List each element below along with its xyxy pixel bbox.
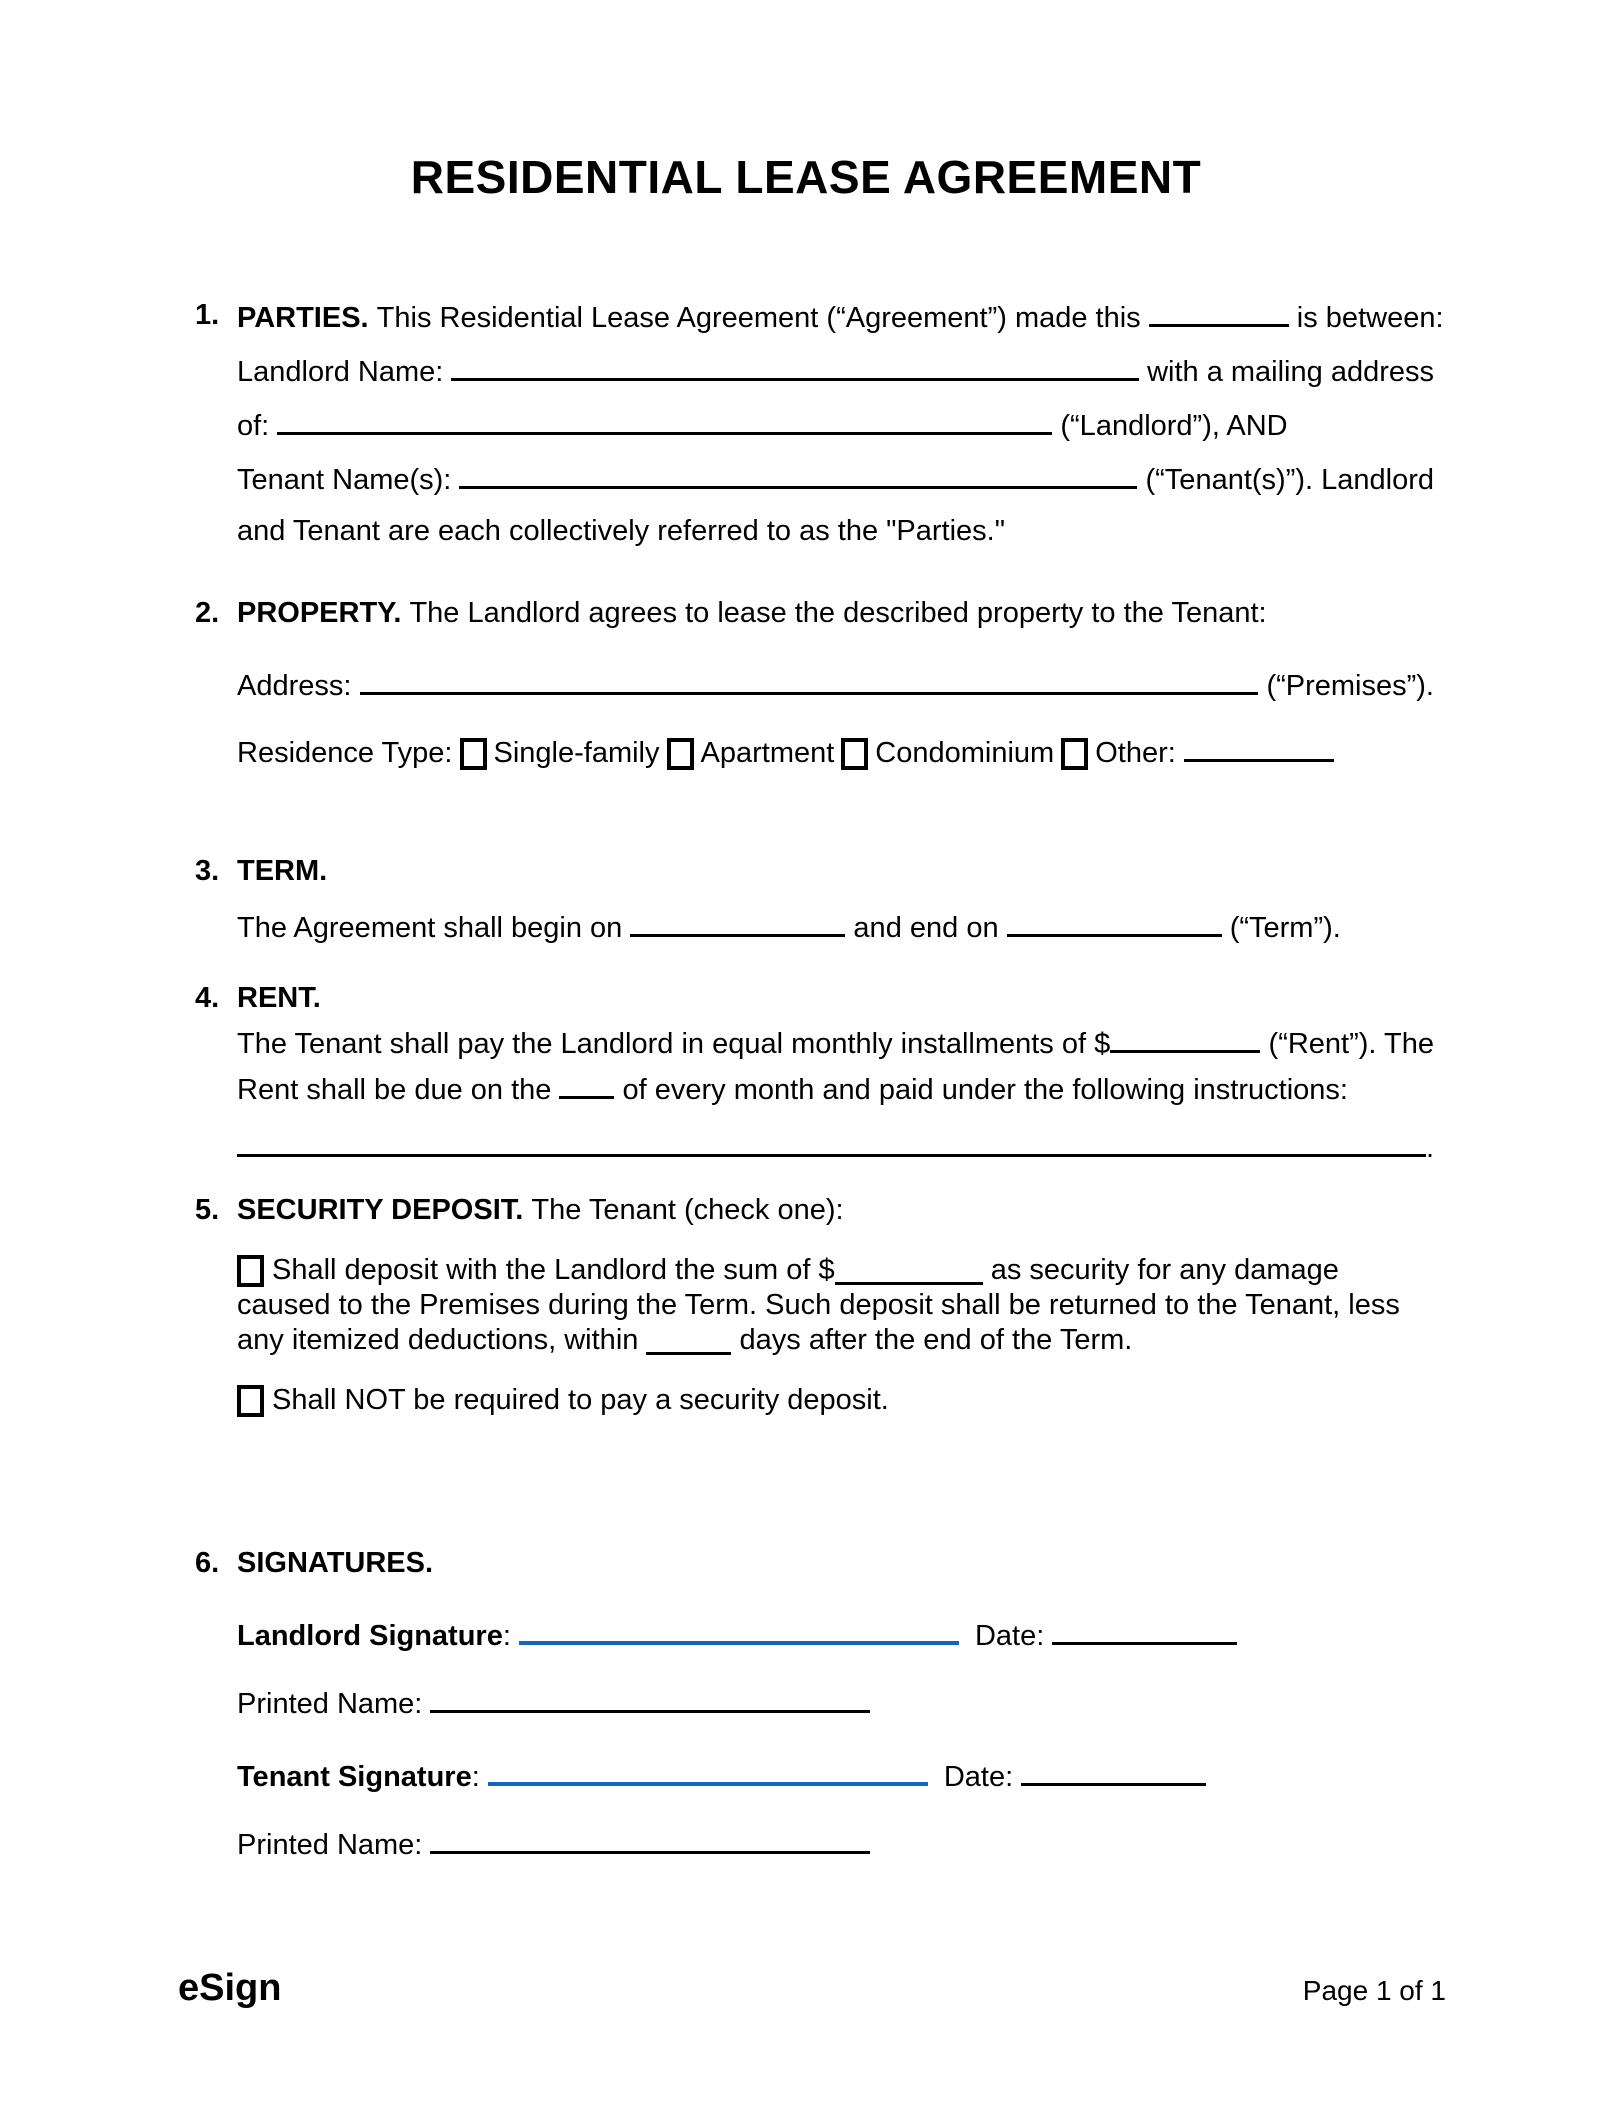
landlord-signature-line [237,1611,1434,1653]
section-property-number: 2. [195,597,220,629]
landlord-printed-name-label: Printed Name: [237,1688,431,1720]
tenant-names-line [237,460,1434,497]
term-end-date-blank[interactable] [1007,908,1222,937]
term-mid-text: and end on [845,912,1007,944]
section-rent [178,981,1434,1165]
section-rent-number: 4. [195,982,220,1014]
section-rent-heading: RENT. [237,982,321,1014]
landlord-signature-field[interactable] [519,1611,959,1645]
esign-logo: eSign [178,1967,282,2009]
property-intro-text: The Landlord agrees to lease the described property to the Tenant: [409,597,1267,629]
section-security-number: 5. [195,1194,220,1226]
section-security-heading: SECURITY DEPOSIT. [237,1194,532,1226]
section-parties-heading: PARTIES. [237,302,377,334]
tenant-signature-colon: : [471,1761,488,1793]
security-intro-text: The Tenant (check one): [531,1194,844,1226]
property-heading-line [237,596,1434,630]
parties-intro-tail: is between: [1288,302,1444,334]
page-footer [178,1967,1446,2009]
option-single-family-label: Single-family [493,737,660,769]
landlord-address-tail: (“Landlord”), AND [1052,410,1288,442]
landlord-name-label: Landlord Name: [237,356,452,388]
section-property [178,596,1434,800]
option-apartment-label: Apartment [700,737,835,769]
other-residence-blank[interactable] [1184,733,1334,762]
parties-intro-line [237,298,1444,335]
parties-closing-line [237,514,1434,548]
checkbox-single-family[interactable] [460,738,487,770]
term-begin-text: The Agreement shall begin on [237,912,631,944]
landlord-signature-colon: : [502,1620,519,1652]
landlord-name-blank[interactable] [451,352,1139,381]
rent-due-day-blank[interactable] [559,1070,614,1099]
rent-amount-blank[interactable] [1110,1024,1260,1053]
section-property-heading: PROPERTY. [237,597,410,629]
landlord-name-line [237,352,1434,389]
tenant-signature-label: Tenant Signature [237,1761,472,1793]
term-start-date-blank[interactable] [630,908,845,937]
section-parties [178,298,1444,548]
deposit-option-text-tail: days after the end of the Term. [731,1324,1133,1356]
residence-type-label: Residence Type: [237,737,453,769]
rent-due-text: Rent shall be due on the [237,1074,560,1106]
landlord-printed-name-line [237,1684,1434,1721]
landlord-signature-label: Landlord Signature [237,1620,503,1652]
property-address-label: Address: [237,670,360,702]
no-deposit-option-paragraph [237,1383,1434,1418]
security-heading-line [237,1193,1434,1227]
tenant-printed-name-label: Printed Name: [237,1829,431,1861]
instructions-period: . [1425,1132,1434,1164]
tenant-names-tail: (“Tenant(s)”). Landlord [1137,464,1434,496]
rent-amount-tail: (“Rent”). The [1260,1028,1434,1060]
tenant-date-blank[interactable] [1021,1757,1206,1786]
deposit-option-paragraph [237,1253,1434,1358]
term-dates-line [237,908,1434,945]
tenant-signature-field[interactable] [488,1752,928,1786]
checkbox-condominium[interactable] [841,738,868,770]
rent-due-tail: of every month and paid under the following instructions: [614,1074,1348,1106]
rent-amount-text: The Tenant shall pay the Landlord in equal monthly installments of $ [237,1028,1111,1060]
parties-intro-text: This Residential Lease Agreement (“Agreement”) made this [376,302,1149,334]
tenant-names-blank[interactable] [459,460,1137,489]
rent-due-line [237,1070,1434,1107]
property-address-tail: (“Premises”). [1258,670,1434,702]
landlord-address-blank[interactable] [277,406,1052,435]
tenant-names-label: Tenant Name(s): [237,464,460,496]
property-address-blank[interactable] [360,666,1259,695]
signatures-heading-line [237,1546,1434,1580]
section-term-heading: TERM. [237,855,328,887]
landlord-address-label: of: [237,410,278,442]
landlord-printed-name-blank[interactable] [430,1684,870,1713]
landlord-date-label: Date: [974,1620,1053,1652]
section-security-deposit [178,1193,1434,1418]
tenant-printed-name-line [237,1825,1434,1862]
section-term-number: 3. [195,855,220,887]
section-term [178,854,1434,945]
rent-heading-line [237,981,1434,1015]
document-title: RESIDENTIAL LEASE AGREEMENT [410,151,1202,203]
deposit-option-text-before: Shall deposit with the Landlord the sum of $ [272,1254,835,1286]
landlord-address-line [237,406,1434,443]
page-indicator: Page 1 of 1 [1302,1975,1446,2006]
section-signatures-number: 6. [195,1547,220,1579]
option-other-label: Other: [1095,737,1184,769]
section-signatures [178,1546,1434,1893]
checkbox-no-deposit[interactable] [237,1385,264,1417]
no-deposit-option-text: Shall NOT be required to pay a security deposit. [272,1384,889,1416]
tenant-date-label: Date: [943,1761,1022,1793]
deposit-option-text-mid: as security for any damage caused to the Premises during the Term. Such deposit shall be returned to the Tenant, less any itemized deductions, within [237,1254,1400,1356]
tenant-signature-line [237,1752,1434,1794]
tenant-printed-name-blank[interactable] [430,1825,870,1854]
checkbox-shall-deposit[interactable] [237,1255,264,1287]
checkbox-apartment[interactable] [667,738,694,770]
payment-instructions-line [237,1128,1434,1165]
checkbox-other[interactable] [1061,738,1088,770]
option-condominium-label: Condominium [875,737,1055,769]
agreement-date-blank[interactable] [1149,298,1289,327]
deposit-return-days-blank[interactable] [646,1326,731,1355]
landlord-name-tail: with a mailing address [1139,356,1434,388]
term-tail-text: (“Term”). [1221,912,1341,944]
deposit-amount-blank[interactable] [835,1256,983,1285]
residence-type-line [237,733,1434,770]
payment-instructions-blank[interactable] [237,1128,1426,1157]
term-heading-line [237,854,1434,888]
section-signatures-heading: SIGNATURES. [237,1547,434,1579]
section-parties-number: 1. [195,299,220,331]
property-address-line [237,666,1434,703]
rent-amount-line [237,1024,1434,1061]
parties-closing-text: and Tenant are each collectively referred to as the "Parties." [237,515,1006,547]
landlord-date-blank[interactable] [1052,1616,1237,1645]
